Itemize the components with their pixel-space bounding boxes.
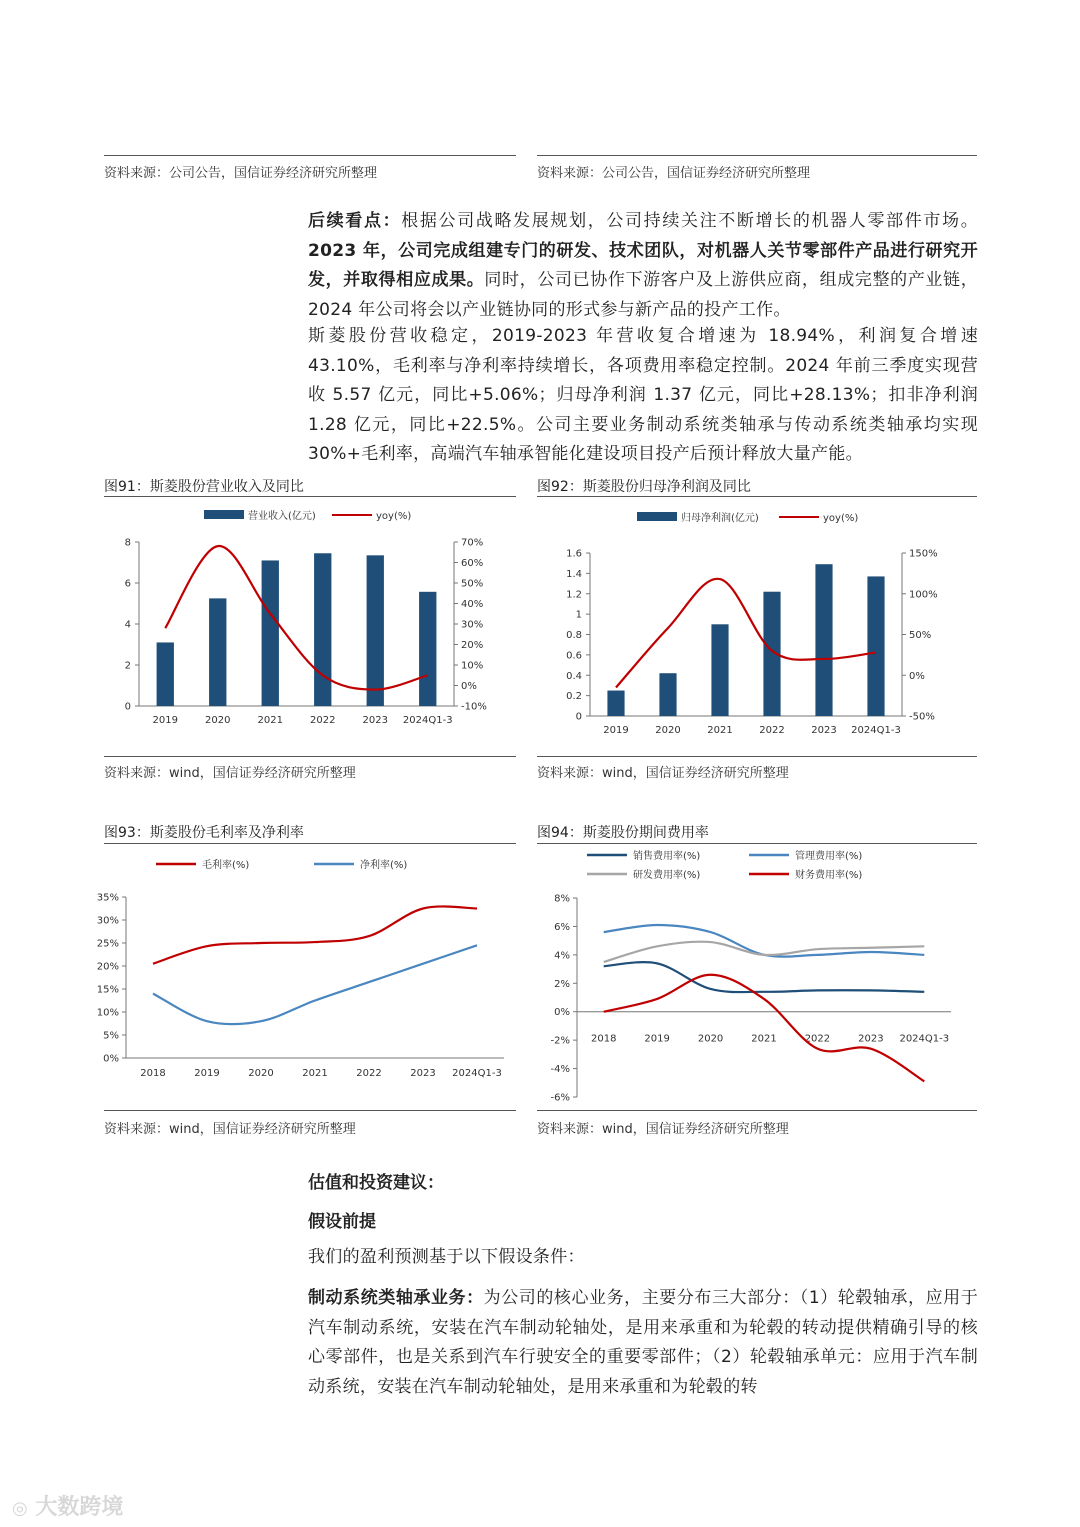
x-tick-label: 2018 bbox=[590, 1033, 617, 1045]
y-left-tick-label: 0 bbox=[575, 711, 582, 723]
y-tick-label: 35% bbox=[96, 892, 119, 904]
y-left-tick-label: 1.6 bbox=[566, 548, 582, 560]
y-tick-label: 5% bbox=[103, 1030, 119, 1042]
y-left-tick-label: 1 bbox=[575, 609, 582, 621]
fig94-source: 资料来源：wind，国信证券经济研究所整理 bbox=[537, 1122, 789, 1137]
y-right-tick-label: -50% bbox=[909, 711, 935, 723]
y-tick-label: -6% bbox=[550, 1092, 570, 1104]
follow-up-text: 根据公司战略发展规划，公司持续关注不断增长的机器人零部件市场。 bbox=[401, 211, 978, 231]
y-right-tick-label: 10% bbox=[461, 660, 484, 672]
bar bbox=[867, 576, 884, 716]
x-tick-label: 2022 bbox=[804, 1033, 831, 1045]
y-right-tick-label: 0% bbox=[461, 681, 477, 692]
series-line bbox=[153, 906, 477, 963]
fig94-chart bbox=[537, 847, 977, 1105]
follow-up-bold: 2023 年，公司完成组建专门的研发、技术团队，对机器人关节零部件产品进行研究开发，并取得相应成果。 bbox=[308, 240, 978, 290]
legend-label: 研发费用率(%) bbox=[633, 870, 701, 881]
fig91-source: 资料来源：wind，国信证券经济研究所整理 bbox=[104, 766, 356, 781]
top-source-left: 资料来源：公司公告，国信证券经济研究所整理 bbox=[104, 166, 378, 181]
x-tick-label: 2024Q1-3 bbox=[402, 715, 453, 726]
y-tick-label: 15% bbox=[96, 984, 119, 996]
fig93-title-divider bbox=[104, 843, 516, 844]
fig93-bottom-divider bbox=[104, 1110, 516, 1111]
fig94-title-divider bbox=[537, 843, 977, 844]
legend-label: 财务费用率(%) bbox=[795, 870, 863, 881]
y-tick-label: -2% bbox=[550, 1035, 570, 1047]
x-tick-label: 2023 bbox=[811, 725, 837, 736]
fig92-title-divider bbox=[537, 496, 977, 497]
y-right-tick-label: 50% bbox=[909, 630, 932, 641]
x-tick-label: 2023 bbox=[858, 1033, 884, 1045]
bar bbox=[157, 642, 174, 706]
fig91-title: 图91：斯菱股份营业收入及同比 bbox=[104, 479, 304, 495]
legend-label: 净利率(%) bbox=[360, 860, 408, 871]
y-left-tick-label: 0.6 bbox=[566, 650, 582, 662]
x-tick-label: 2019 bbox=[644, 1033, 670, 1045]
y-right-tick-label: 20% bbox=[461, 640, 484, 651]
fig93-chart bbox=[96, 847, 516, 1105]
y-tick-label: 0% bbox=[554, 1007, 570, 1019]
watermark-text: 大数跨境 bbox=[35, 1495, 124, 1520]
fig91-chart bbox=[104, 500, 516, 750]
fig91-title-divider bbox=[104, 496, 516, 497]
y-right-tick-label: -10% bbox=[461, 701, 487, 713]
fig92-bottom-divider bbox=[537, 756, 977, 757]
brake-bearing-text: 为公司的核心业务，主要分布三大部分：（1）轮毂轴承，应用于汽车制动系统，安装在汽车制动轮轴处，是用来承重和为轮毂的转动提供精确引导的核心零部件，也是关系到汽车行驶安全的重要零部件；（2）轮毂轴承单元：应用于汽车制动系统，安装在汽车制动轮轴处，是用来承重和为轮毂的转 bbox=[308, 1288, 979, 1397]
bar bbox=[659, 673, 676, 716]
fig93-source: 资料来源：wind，国信证券经济研究所整理 bbox=[104, 1122, 356, 1137]
x-tick-label: 2020 bbox=[248, 1068, 274, 1079]
legend-bar-swatch bbox=[637, 512, 677, 521]
fig94-bottom-divider bbox=[537, 1110, 977, 1111]
legend-bar-label: 归母净利润(亿元) bbox=[681, 513, 759, 524]
y-tick-label: 8% bbox=[554, 893, 570, 905]
y-left-tick-label: 0.4 bbox=[566, 670, 582, 682]
watermark-icon: ◎ bbox=[12, 1498, 28, 1519]
y-tick-label: 10% bbox=[96, 1007, 119, 1019]
x-tick-label: 2020 bbox=[697, 1033, 724, 1045]
x-tick-label: 2021 bbox=[257, 715, 283, 726]
y-left-tick-label: 0 bbox=[124, 701, 131, 713]
brake-bearing-paragraph bbox=[308, 1284, 978, 1402]
bar bbox=[209, 598, 226, 706]
top-divider-right bbox=[537, 155, 977, 156]
legend-line-label: yoy(%) bbox=[376, 511, 412, 522]
fig92-title: 图92：斯菱股份归母净利润及同比 bbox=[537, 479, 751, 495]
bar bbox=[262, 560, 279, 706]
yoy-line bbox=[616, 579, 876, 688]
bar bbox=[607, 691, 624, 716]
y-left-tick-label: 6 bbox=[124, 578, 131, 590]
y-right-tick-label: 0% bbox=[909, 670, 925, 682]
bar bbox=[419, 592, 436, 706]
x-tick-label: 2023 bbox=[362, 715, 388, 726]
x-tick-label: 2024Q1-3 bbox=[851, 725, 901, 736]
x-tick-label: 2024Q1-3 bbox=[452, 1068, 502, 1079]
legend-line-label: yoy(%) bbox=[823, 513, 859, 524]
y-left-tick-label: 4 bbox=[124, 619, 131, 631]
fig94-title: 图94：斯菱股份期间费用率 bbox=[537, 825, 709, 841]
y-tick-label: 25% bbox=[96, 938, 119, 950]
valuation-title: 估值和投资建议： bbox=[308, 1173, 444, 1193]
fig91-bottom-divider bbox=[104, 756, 516, 757]
top-divider-left bbox=[104, 155, 516, 156]
y-left-tick-label: 0.8 bbox=[566, 630, 582, 641]
y-left-tick-label: 0.2 bbox=[566, 691, 582, 703]
y-tick-label: 0% bbox=[103, 1053, 119, 1065]
y-right-tick-label: 50% bbox=[461, 578, 484, 590]
series-line bbox=[153, 945, 477, 1024]
y-tick-label: 20% bbox=[96, 961, 119, 973]
series-line bbox=[604, 962, 925, 992]
y-left-tick-label: 2 bbox=[124, 660, 131, 672]
y-tick-label: 6% bbox=[554, 921, 570, 933]
y-right-tick-label: 30% bbox=[461, 619, 484, 631]
legend-label: 毛利率(%) bbox=[202, 860, 250, 871]
y-left-tick-label: 1.4 bbox=[566, 568, 582, 580]
x-tick-label: 2021 bbox=[751, 1033, 777, 1045]
x-tick-label: 2020 bbox=[655, 725, 681, 736]
x-tick-label: 2023 bbox=[410, 1068, 436, 1079]
x-tick-label: 2020 bbox=[205, 715, 231, 726]
assumptions-subtitle: 假设前提 bbox=[308, 1212, 376, 1232]
x-tick-label: 2022 bbox=[310, 715, 336, 726]
y-right-tick-label: 70% bbox=[461, 537, 484, 549]
y-left-tick-label: 1.2 bbox=[566, 589, 582, 601]
x-tick-label: 2022 bbox=[759, 725, 785, 736]
fig92-chart bbox=[537, 500, 977, 750]
y-tick-label: 30% bbox=[96, 915, 119, 927]
y-tick-label: 4% bbox=[554, 950, 570, 962]
fig92-source: 资料来源：wind，国信证券经济研究所整理 bbox=[537, 766, 789, 781]
top-source-right: 资料来源：公司公告，国信证券经济研究所整理 bbox=[537, 166, 811, 181]
x-tick-label: 2022 bbox=[356, 1068, 382, 1079]
fig93-title: 图93：斯菱股份毛利率及净利率 bbox=[104, 825, 304, 841]
watermark-logo bbox=[12, 1490, 123, 1521]
x-tick-label: 2021 bbox=[302, 1068, 328, 1079]
y-right-tick-label: 60% bbox=[461, 558, 484, 569]
x-tick-label: 2021 bbox=[707, 725, 733, 736]
yoy-line bbox=[165, 546, 428, 690]
x-tick-label: 2019 bbox=[194, 1068, 220, 1079]
follow-up-tail: 同时，公司已协作下游客户及上游供应商，组成完整的产业链，2024 年公司将会以产业链协同的形式参与新产品的投产工作。 bbox=[308, 270, 978, 320]
y-right-tick-label: 100% bbox=[909, 589, 938, 601]
x-tick-label: 2024Q1-3 bbox=[899, 1033, 950, 1045]
x-tick-label: 2018 bbox=[140, 1068, 166, 1079]
bar bbox=[367, 555, 384, 706]
follow-up-paragraph bbox=[308, 207, 978, 325]
y-tick-label: 2% bbox=[554, 978, 570, 990]
y-right-tick-label: 40% bbox=[461, 599, 484, 610]
summary-paragraph: 斯菱股份营收稳定，2019-2023 年营收复合增速为 18.94%，利润复合增速 43.10%，毛利率与净利率持续增长，各项费用率稳定控制。2024 年前三季度实现营收 5.57 亿元，同比+5.06%；归母净利润 1.37 亿元，同比+28.13%；扣非净利润 1.28 亿元，同比+22.5%。公司主要业务制动系统类轴承与传动系统类轴承均实现 30%+毛利率，高端汽车轴承智能化建设项目投产后预计释放大量产能。 bbox=[308, 326, 978, 464]
legend-label: 销售费用率(%) bbox=[633, 851, 701, 862]
brake-bearing-lead: 制动系统类轴承业务： bbox=[308, 1288, 484, 1308]
bar bbox=[815, 564, 832, 716]
legend-label: 管理费用率(%) bbox=[795, 851, 863, 862]
x-tick-label: 2019 bbox=[603, 725, 629, 736]
y-tick-label: -4% bbox=[550, 1064, 570, 1076]
legend-bar-label: 营业收入(亿元) bbox=[248, 511, 316, 522]
assumptions-intro: 我们的盈利预测基于以下假设条件： bbox=[308, 1247, 585, 1267]
bar bbox=[711, 624, 728, 716]
follow-up-lead: 后续看点： bbox=[308, 211, 402, 231]
x-tick-label: 2019 bbox=[152, 715, 178, 726]
series-line bbox=[604, 925, 925, 957]
y-left-tick-label: 8 bbox=[124, 537, 131, 549]
bar bbox=[314, 553, 331, 706]
y-right-tick-label: 150% bbox=[909, 548, 938, 560]
legend-bar-swatch bbox=[204, 510, 244, 519]
